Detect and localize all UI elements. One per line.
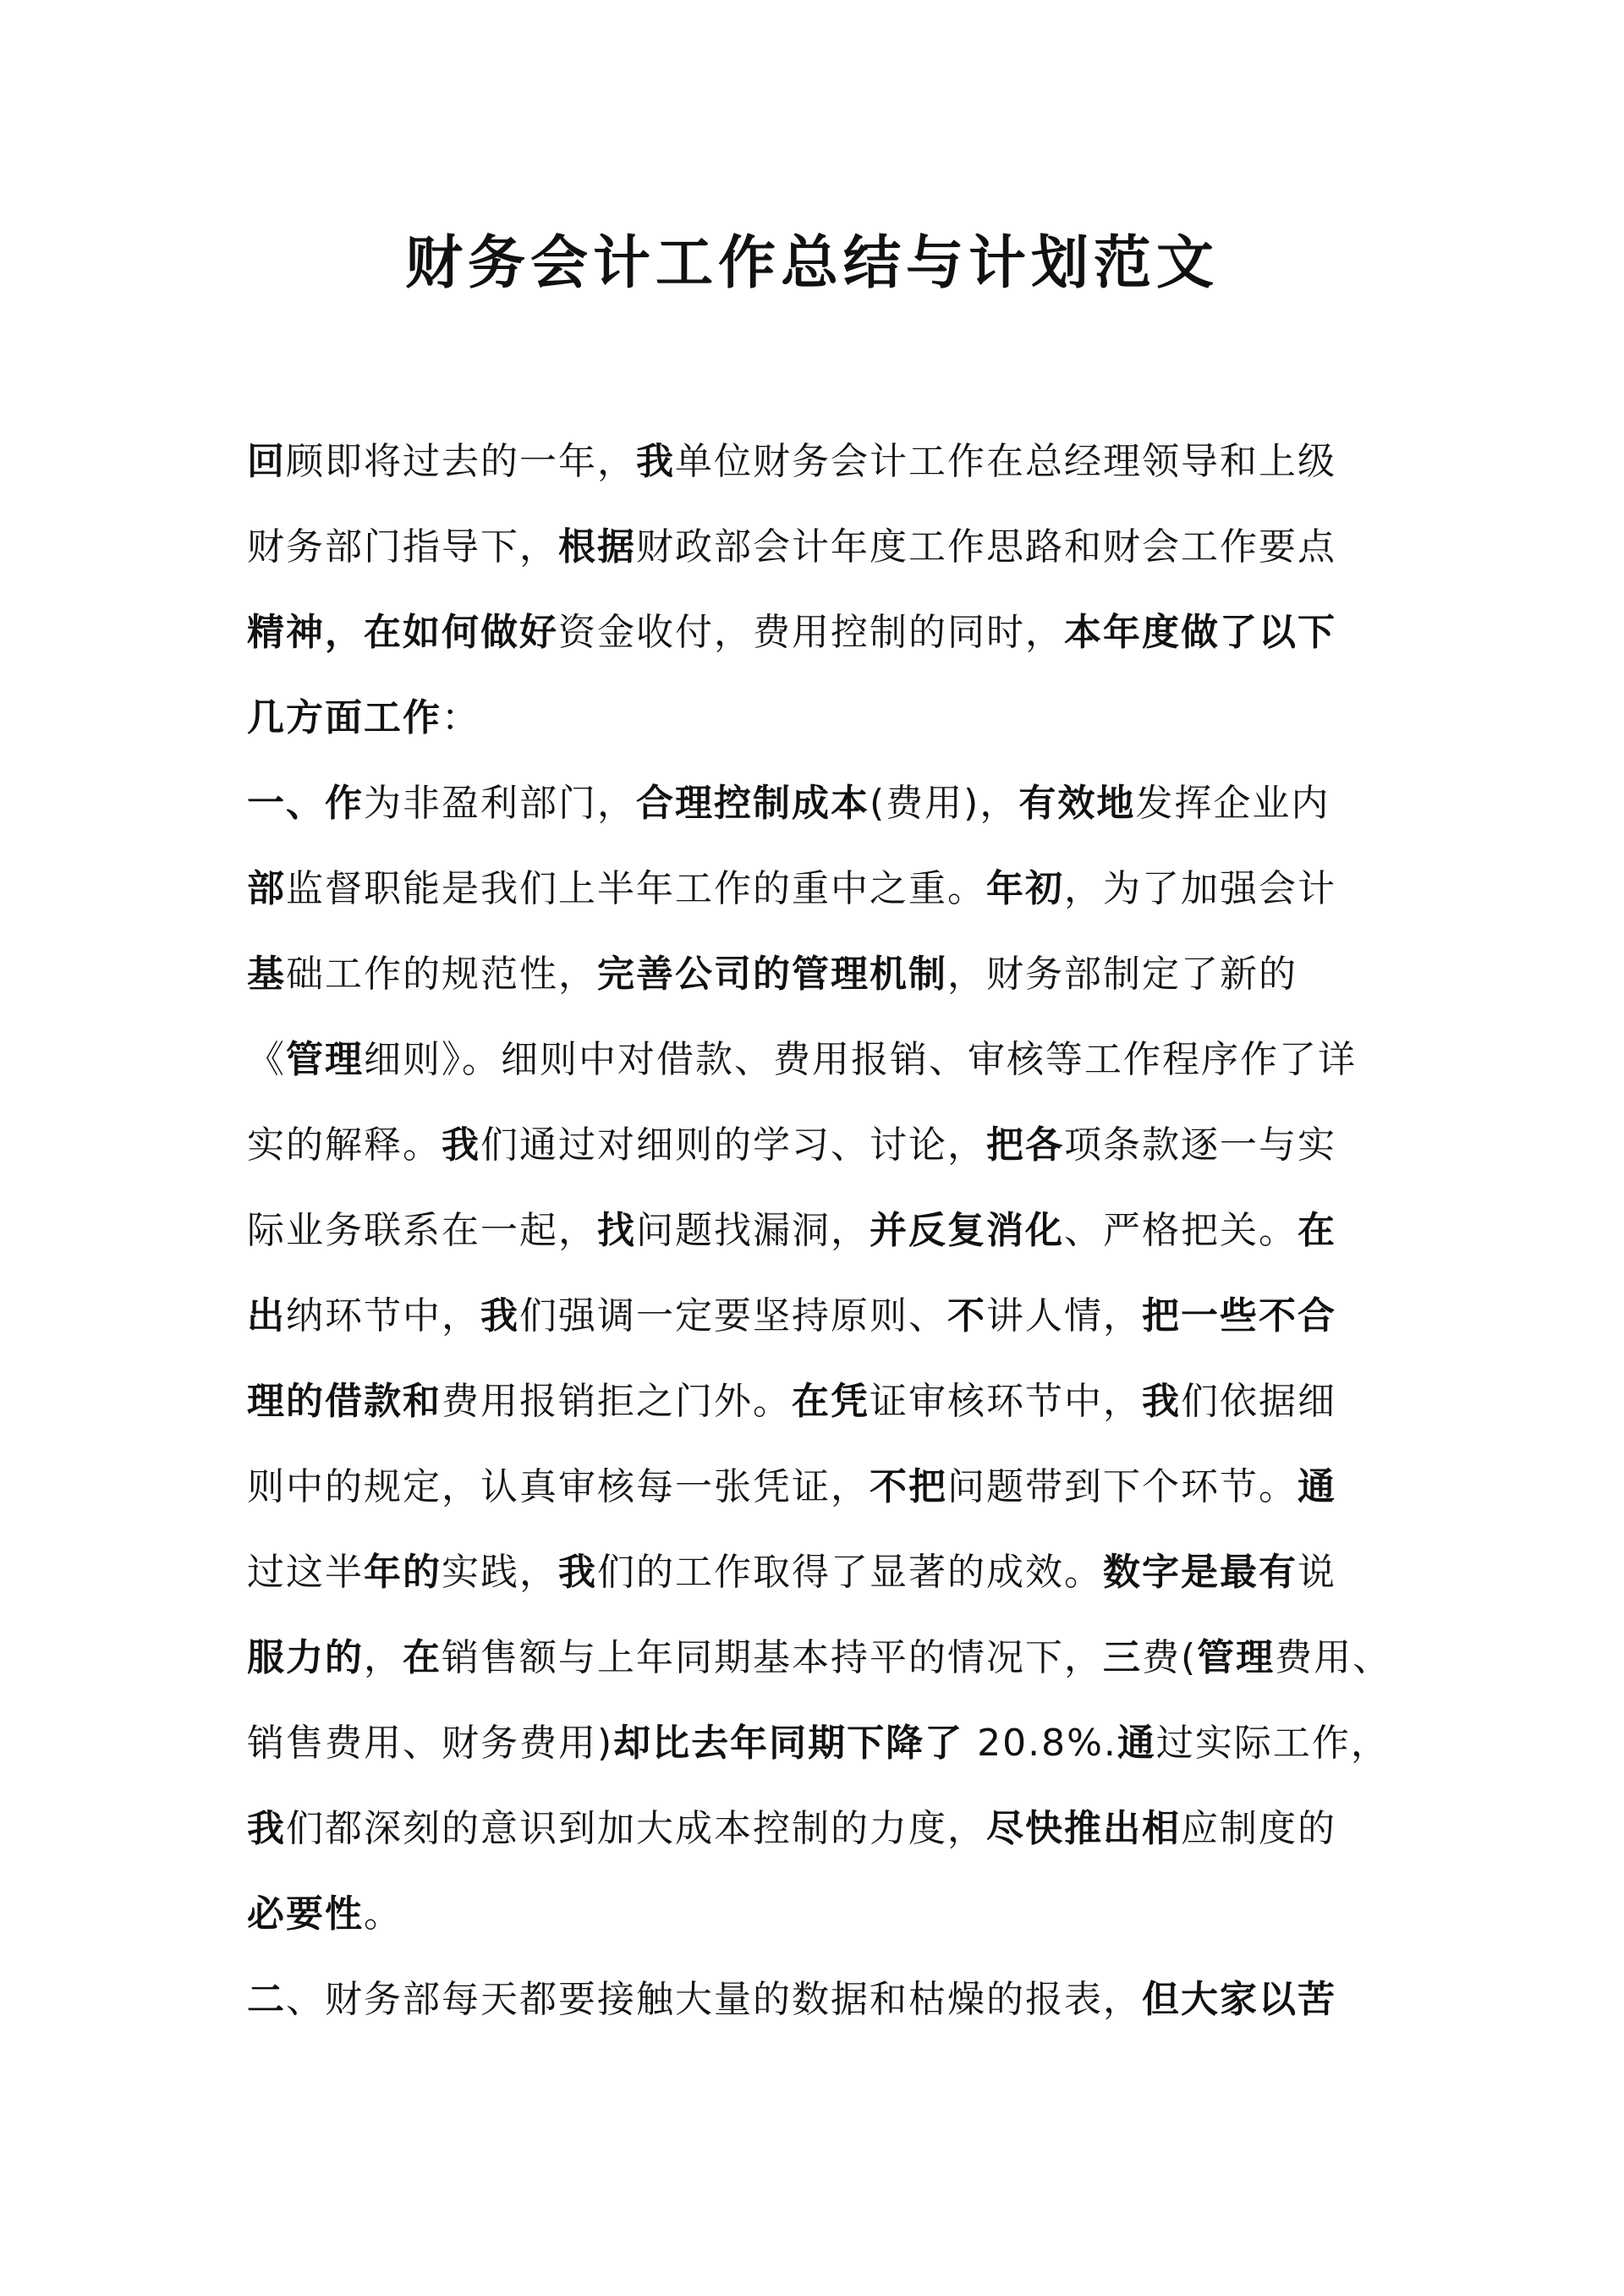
text-line bbox=[247, 1102, 1397, 1188]
text-run: 财务部门指导下， bbox=[247, 525, 558, 569]
bold-text-run: 根据 bbox=[558, 525, 636, 569]
document-body bbox=[247, 419, 1397, 2042]
text-line bbox=[247, 675, 1397, 761]
bold-text-run: 我 bbox=[558, 1551, 597, 1594]
text-run: ，财务部制定了新的 bbox=[947, 953, 1298, 996]
bold-text-run: 回 bbox=[247, 440, 286, 483]
text-line bbox=[247, 761, 1397, 846]
text-line bbox=[247, 1957, 1397, 2042]
bold-text-run: 通 bbox=[1116, 1722, 1156, 1765]
text-run: 们通过对细则的学习、讨论， bbox=[480, 1123, 986, 1167]
bold-text-run: 把各 bbox=[986, 1123, 1064, 1167]
text-line bbox=[247, 846, 1397, 931]
text-run: 则中的规定，认真审核每一张凭证， bbox=[247, 1465, 870, 1508]
text-line bbox=[247, 1700, 1397, 1786]
text-run: ，为了加强会计 bbox=[1064, 867, 1336, 910]
text-line bbox=[247, 931, 1397, 1017]
text-run: 际业务联系在一起， bbox=[247, 1209, 597, 1252]
text-run: 细则》。细则中对借款、费用报销、审核等工作程序作了详 bbox=[364, 1038, 1357, 1081]
text-run: 们依据细 bbox=[1181, 1380, 1336, 1423]
bold-text-run: 理的借款和 bbox=[247, 1380, 442, 1423]
text-run: 、严格把关。 bbox=[1064, 1209, 1298, 1252]
text-run: 费用报销拒之门外。 bbox=[442, 1380, 792, 1423]
bold-text-run: 在 bbox=[403, 1636, 442, 1679]
text-run: 监督职能是我们上半年工作的重中之重。 bbox=[286, 867, 986, 910]
text-line bbox=[247, 1786, 1397, 1871]
text-line bbox=[247, 504, 1397, 590]
text-run: 为非盈利部门， bbox=[364, 782, 636, 825]
text-run: 纳环节中， bbox=[286, 1294, 480, 1338]
bold-text-run: 部 bbox=[247, 867, 286, 910]
text-run: 础工作的规范性， bbox=[286, 953, 597, 996]
bold-text-run: 我 bbox=[480, 1294, 519, 1338]
bold-text-run: 年的 bbox=[364, 1551, 442, 1594]
bold-text-run: 我 bbox=[247, 1807, 286, 1850]
text-line bbox=[247, 1017, 1397, 1102]
text-run: 应制度的 bbox=[1181, 1807, 1336, 1850]
text-run: 20.8%. bbox=[963, 1722, 1117, 1765]
text-run: 财政部会计年度工作思路和财会工作要点 bbox=[636, 525, 1336, 569]
text-run: 实的解释。 bbox=[247, 1123, 442, 1167]
bold-text-run: 服力的 bbox=[247, 1636, 364, 1679]
text-run: 们都深刻的意识到加大成本控制的力度， bbox=[286, 1807, 986, 1850]
text-run: 实践， bbox=[442, 1551, 558, 1594]
bold-text-run: 二 bbox=[247, 1978, 286, 2021]
text-line bbox=[247, 419, 1397, 504]
text-run: 费( bbox=[1142, 1636, 1198, 1679]
bold-text-run: 一、作 bbox=[247, 782, 364, 825]
text-run: 过实际工作， bbox=[1155, 1722, 1390, 1765]
text-run: 发挥企业内 bbox=[1135, 782, 1330, 825]
text-run: 们强调一定要坚持原则、 bbox=[519, 1294, 947, 1338]
text-line bbox=[247, 1444, 1397, 1530]
text-run: 顾即将过去的一年， bbox=[286, 440, 636, 483]
text-run: 项条款逐一与实 bbox=[1064, 1123, 1336, 1167]
text-run: 销售费用、财务费用) bbox=[247, 1722, 614, 1765]
bold-text-run: 数字是最有 bbox=[1103, 1551, 1298, 1594]
text-line bbox=[247, 1273, 1397, 1359]
bold-text-run: 基 bbox=[247, 953, 286, 996]
bold-text-run: 完善公司的管理机制 bbox=[597, 953, 947, 996]
bold-text-run: 必要性 bbox=[247, 1892, 364, 1936]
text-line bbox=[247, 1188, 1397, 1273]
text-run: 销售额与上年同期基本持平的情况下， bbox=[442, 1636, 1103, 1679]
bold-text-run: 精神，在如何做好 bbox=[247, 611, 558, 654]
bold-text-run: 却比去年同期下降了 bbox=[613, 1722, 964, 1765]
text-run: 单位财务会计工作在总经理领导和上级 bbox=[675, 440, 1336, 483]
bold-text-run: 本年度做了以下 bbox=[1064, 611, 1336, 654]
bold-text-run: 并反复消化 bbox=[870, 1209, 1064, 1252]
text-line bbox=[247, 1615, 1397, 1700]
bold-text-run: 尽快推出相 bbox=[986, 1807, 1181, 1850]
bold-text-run: 合理控制成本 bbox=[636, 782, 870, 825]
bold-text-run: 几方面工作 bbox=[247, 696, 442, 739]
text-run: 费用、 bbox=[1275, 1636, 1392, 1679]
bold-text-run: 出 bbox=[247, 1294, 286, 1338]
bold-text-run: 不把 bbox=[870, 1465, 947, 1508]
text-line bbox=[247, 1530, 1397, 1615]
text-run: 们的工作取得了显著的成效。 bbox=[597, 1551, 1103, 1594]
bold-text-run: 管理 bbox=[286, 1038, 364, 1081]
text-run: 资金收付，费用控制的同时， bbox=[558, 611, 1064, 654]
bold-text-run: 管理 bbox=[1197, 1636, 1276, 1679]
text-line bbox=[247, 1359, 1397, 1444]
text-run: 。 bbox=[364, 1892, 403, 1936]
bold-text-run: 我 bbox=[442, 1123, 480, 1167]
bold-text-run: 把一些不合 bbox=[1142, 1294, 1336, 1338]
bold-text-run: 在凭 bbox=[792, 1380, 870, 1423]
text-run: 问题带到下个环节。 bbox=[947, 1465, 1298, 1508]
bold-text-run: 找 bbox=[597, 1209, 636, 1252]
bold-text-run: 年初 bbox=[986, 867, 1064, 910]
bold-text-run: 我 bbox=[636, 440, 675, 483]
document-title: 财务会计工作总结与计划范文 bbox=[404, 230, 1219, 297]
text-run: 、财务部每天都要接触大量的数据和枯燥的报表， bbox=[286, 1978, 1142, 2021]
bold-text-run: 有效地 bbox=[1018, 782, 1136, 825]
bold-text-run: 三 bbox=[1103, 1636, 1142, 1679]
text-run: (费用)， bbox=[870, 782, 1019, 825]
text-line bbox=[247, 1871, 1397, 1957]
text-run: 问题找漏洞， bbox=[636, 1209, 870, 1252]
text-run: 证审核环节中， bbox=[870, 1380, 1142, 1423]
text-run: 讲人情， bbox=[986, 1294, 1142, 1338]
bold-text-run: 不 bbox=[947, 1294, 986, 1338]
bold-text-run: 我 bbox=[1142, 1380, 1181, 1423]
text-run: ， bbox=[364, 1636, 403, 1679]
bold-text-run: 但大家以苦 bbox=[1142, 1978, 1336, 2021]
text-run: 说 bbox=[1298, 1551, 1336, 1594]
text-line bbox=[247, 590, 1397, 675]
text-run: 过这半 bbox=[247, 1551, 364, 1594]
text-run: 《 bbox=[247, 1038, 286, 1081]
bold-text-run: 通 bbox=[1298, 1465, 1336, 1508]
text-run: ： bbox=[442, 696, 480, 739]
bold-text-run: 在 bbox=[1298, 1209, 1336, 1252]
